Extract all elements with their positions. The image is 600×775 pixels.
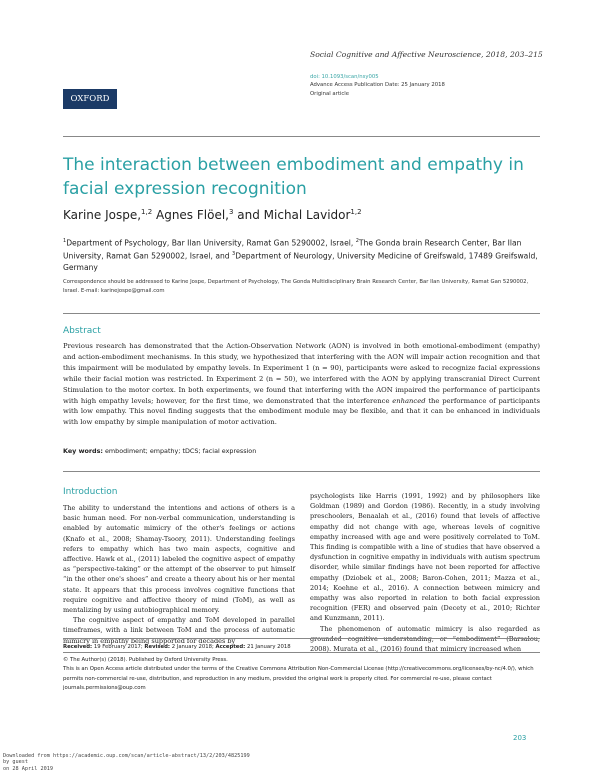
copyright-line: © The Author(s) (2018). Published by Oxford University Press.	[63, 657, 228, 663]
author-list	[63, 208, 362, 222]
history-dates	[63, 643, 540, 651]
affil-text: Department of Neurology, University Medicine of Greifswald, 17489 Greifswald, Germany	[63, 251, 538, 273]
article-title: The interaction between embodiment and empathy in facial expression recognition	[63, 155, 524, 199]
intro-paragraph: psychologists like Harris (1991, 1992) and by philosophers like Goldman (1989) and Gordon (1986). Recently, in a study involving preschoolers, Benaalah et al., (2016) found that levels of affective empathy did not change with age, whereas levels of cognitive empathy increased with age and were positively correlated to ToM. This finding is compatible with a line of studies that have observed a dysfunction in cognitive empathy in individuals with autism spectrum disorder, while similar findings have not been reported for affective empathy (Dziobek et al., 2008; Baron-Cohen, 2011; Mazza et al., 2014; Koehne et al., 2016). A connection between mimicry and empathy was also reported in relation to both facial expression recognition (FER) and observed pain (Decety et al., 2010; Richter and Kunzmann, 2011).	[310, 492, 540, 623]
article-type: Original article	[310, 90, 350, 97]
received-date: 19 February 2017;	[92, 644, 145, 650]
keywords-label: Key words:	[63, 447, 103, 455]
article-meta	[310, 73, 445, 98]
intro-paragraph: The phenomenon of automatic mimicry is also regarded as grounded cognitive understanding, or “embodiment” (Barsalou, 2008). Murata et al., (2016) found that mimicry increased when	[310, 624, 540, 654]
abstract-part: the performance of participants with low empathy. This novel finding suggests that the embodiment module may be flexible, and that it can be enhanced in individuals with low empathy by simple manipulation of motor activation.	[63, 396, 540, 427]
intro-left-column	[63, 503, 295, 646]
affil-mark: 3	[232, 251, 236, 258]
intro-paragraph: The cognitive aspect of empathy and ToM developed in parallel timeframes, with a link between ToM and the process of automatic mimicry in empathy being supported for decades by	[63, 616, 295, 645]
accepted-date: 21 January 2018	[245, 644, 291, 650]
correspondence-note: Correspondence should be addressed to Karine Jospe, Department of Psychology, The Gonda Multidisciplinary Brain Research Center, Bar Ilan University, Ramat Gan 5290002, Israel. E-mail: karinejospe@gmail.com	[63, 279, 529, 294]
header-divider	[63, 136, 540, 137]
introduction-heading: Introduction	[63, 487, 118, 497]
advance-access-date: Advance Access Publication Date: 25 January 2018	[310, 82, 445, 89]
author-affil-mark: 3	[228, 208, 234, 216]
received-label: Received:	[63, 644, 93, 650]
author-affil-mark: 1,2	[350, 208, 362, 216]
author-jospe[interactable]: Karine Jospe,	[63, 208, 142, 222]
oxford-logo: OXFORD	[63, 89, 117, 109]
abstract-emphasis: enhanced	[392, 396, 426, 405]
license-footnote	[63, 656, 540, 693]
abstract-top-divider	[63, 313, 540, 314]
footnote-divider	[63, 638, 540, 639]
download-stamp: Downloaded from https://academic.oup.com/scan/article-abstract/13/2/203/4825199 by guest on 28 April 2019	[3, 753, 250, 772]
accepted-label: Accepted:	[215, 644, 246, 650]
abstract-text	[63, 341, 540, 428]
affil-mark: 1	[63, 238, 67, 244]
abstract-bottom-divider	[63, 471, 540, 472]
affil-text: Department of Psychology, Bar Ilan University, Ramat Gan 5290002, Israel,	[66, 238, 356, 248]
intro-right-column	[310, 491, 540, 654]
author-affil-mark: 1,2	[141, 208, 153, 216]
license-text: This is an Open Access article distributed under the terms of the Creative Commons Attribution Non-Commercial License (http://creativecommons.org/licenses/by-nc/4.0/), which permits non-commercial re-use, distribution, and reproduction in any medium, provided the original work is properly cited. For commercial re-use, please contact journals.permissions@oup.com	[63, 666, 534, 691]
abstract-part: Previous research has demonstrated that the Action-Observation Network (AON) is involved in both emotional-embodiment (empathy) and action-embodiment mechanisms. In this study, we hypothesized that interfering with the AON will impair action recognition and that this impairment will be modulated by empathy levels. In Experiment 1 (n = 90), participants were asked to recognize facial expressions while their facial motion was restricted. In Experiment 2 (n = 50), we interfered with the AON by applying transcranial Direct Current Stimulation to the motor cortex. In both experiments, we found that interfering with the AON impaired the performance of participants with high empathy levels; however, for the first time, we demonstrated that the interference	[63, 342, 540, 405]
author-floel[interactable]: Agnes Flöel,	[152, 208, 229, 222]
keywords-list: embodiment; empathy; tDCS; facial expression	[102, 447, 257, 455]
affil-text: The Gonda brain Research Center, Bar Ilan University, Ramat Gan 5290002, Israel, and	[63, 238, 522, 261]
dates-divider	[63, 652, 540, 653]
revised-label: Revised:	[144, 644, 171, 650]
author-lavidor[interactable]: and Michal Lavidor	[233, 208, 351, 222]
doi-link[interactable]: doi: 10.1093/scan/nsy005	[310, 74, 379, 80]
intro-paragraph: The ability to understand the intentions and actions of others is a basic human need. For non-verbal communication, understanding is enabled by automatic mimicry of the other's feelings or actions (Knafo et al., 2008; Shamay-Tsoory, 2011). Understanding feelings refers to empathy which has two main aspects, cognitive and affective. Hawk et al., (2011) labeled the cognitive aspect of empathy as “perspective-taking” or the attempt of the observer to put himself “in the other one's shoes” and create a theory about his or her mental state. It appears that this process involves cognitive functions that require cognitive and affective theory of mind (ToM), as well as mentalizing by using autobiographical memory.	[63, 504, 295, 615]
revised-date: 2 January 2018;	[170, 644, 216, 650]
affil-mark: 2	[355, 238, 359, 244]
journal-citation: Social Cognitive and Affective Neuroscience, 2018, 203–215	[310, 50, 543, 59]
affiliations	[63, 236, 543, 274]
keywords	[63, 447, 256, 455]
page-number: 203	[513, 734, 527, 742]
abstract-heading: Abstract	[63, 326, 101, 336]
